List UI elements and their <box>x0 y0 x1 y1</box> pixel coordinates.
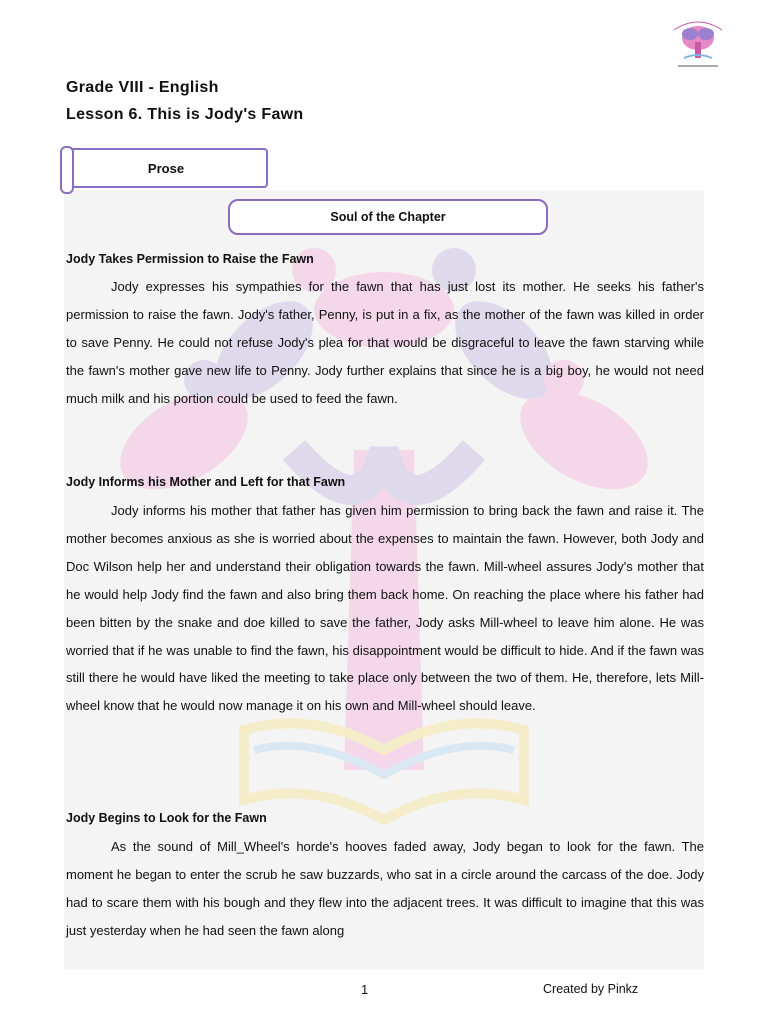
subsection-label: Soul of the Chapter <box>330 210 446 224</box>
school-logo-icon <box>660 18 736 74</box>
section-paragraph: Jody expresses his sympathies for the fawn that has just lost its mother. He seeks his father's permission to raise the fawn. Jody's father, Penny, is put in a fix, as the mother of the fawn was killed in order to save Penny. He could not refuse Jody's plea for that would be disgraceful to leave the fawn starving while the fawn's mother gave new life to Penny. Jody further explains that since he is a big boy, he would not need much milk and his portion could be used to feed the fawn. <box>66 279 704 406</box>
section-label-box <box>64 148 268 188</box>
section-heading: Jody Informs his Mother and Left for that Fawn <box>66 475 346 489</box>
page-title-lesson: Lesson 6. This is Jody's Fawn <box>66 106 304 123</box>
section-heading: Jody Takes Permission to Raise the Fawn <box>66 252 314 266</box>
section-paragraph: Jody informs his mother that father has given him permission to bring back the fawn and raise it. The mother becomes anxious as she is worried about the expenses to maintain the fawn. However, both Jody and Doc Wilson help her and understand their obligation towards the fawn. Mill-wheel assures Jody's mother that he would help Jody find the fawn and also bring them back home. On reaching the place where his father had been bitten by the snake and doe killed to save the father, Jody asks Mill-wheel to leave him alone. He was worried that if he was unable to find the fawn, his disappointment would be difficult to hide. And if the fawn was still there he would have liked the meeting to take place only between the two of them. He, therefore, lets Mill-wheel know that he would now manage it on his own and Mill-wheel should leave. <box>66 503 704 714</box>
page-title-grade: Grade VIII - English <box>66 79 219 96</box>
section-label: Prose <box>147 160 185 176</box>
section-heading: Jody Begins to Look for the Fawn <box>66 811 267 825</box>
subsection-label-box <box>228 199 548 235</box>
section-paragraph: As the sound of Mill_Wheel's horde's hooves faded away, Jody began to look for the fawn. The moment he began to enter the scrub he saw buzzards, who sat in a circle around the carcass of the doe. Jody had to scare them with his bough and they flew into the adjacent trees. It was difficult to imagine that this was just yesterday when he had seen the fawn along <box>66 839 704 938</box>
page-number: 1 <box>361 982 369 997</box>
footer-credit: Created by Pinkz <box>543 982 639 996</box>
